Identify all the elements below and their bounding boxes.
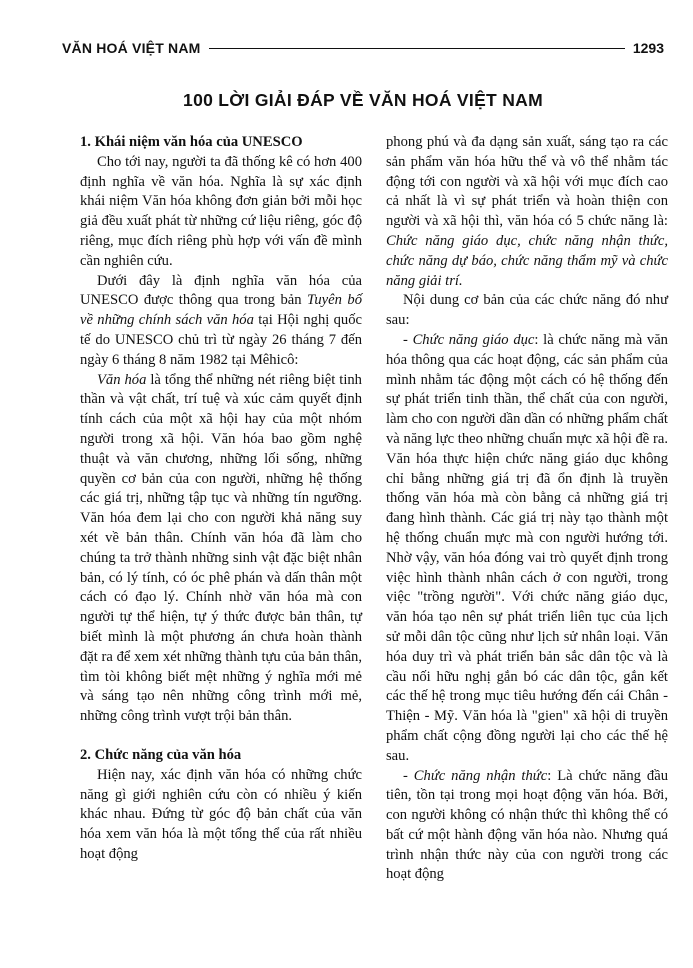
functions-list: Chức năng giáo dục, chức năng nhận thức, chức năng dự báo, chức năng thẩm mỹ và chức năng giải trí. (386, 232, 668, 289)
right-column (386, 133, 668, 885)
header-rule (209, 48, 625, 49)
left-column (80, 133, 362, 865)
culture-definition (80, 371, 362, 727)
education-function-text: : là chức năng mà văn hóa thông qua các hoạt động, các sản phẩm của mình nhằm tác động một cách có hệ thống đến sự phát triển tinh thần, thể chất của con người, làm cho con người dần dần có những phẩm chất và năng lực theo những chuẩn mực xã hội đề ra. Văn hóa thực hiện chức năng giáo dục không chỉ bằng những giá trị đã ổn định là truyền thống văn hóa mà còn bằng cả những giá trị đang hình thành. Các giá trị này tạo thành một hệ thống chuẩn mực mà con người hướng tới. Nhờ vậy, văn hóa đóng vai trò quyết định trong việc hình thành nhân cách ở con người, trong việc "trồng người". Với chức năng giáo dục, văn hóa tạo nên sự phát triển liên tục của lịch sử mỗi dân tộc cũng như lịch sử nhân loại. Văn hóa duy trì và phát triển bản sắc dân tộc và là cầu nối hữu nghị gắn bó các dân tộc, gắn kết các thế hệ trong mục tiêu hướng đến cái Chân - Thiện - Mỹ. Văn hóa là "gien" xã hội di truyền phẩm chất cộng đồng người lại cho các thế hệ sau. (386, 331, 668, 764)
functions-content-intro: Nội dung cơ bản của các chức năng đó như sau: (386, 292, 668, 329)
cognition-function-text: : Là chức năng đầu tiên, tồn tại trong mọi hoạt động văn hóa. Bởi, con người không có nhận thức thì không thể có bất cứ một hành động văn hóa nào. Nhưng quá trình nhận thức này của con người trong các hoạt động (386, 767, 668, 883)
education-function-label: - Chức năng giáo dục (403, 331, 535, 348)
cognition-function-label: - Chức năng nhận thức (403, 767, 548, 784)
running-title: VĂN HOÁ VIỆT NAM (62, 40, 201, 56)
section-2-paragraph-1: Hiện nay, xác định văn hóa có những chức năng gì giới nghiên cứu còn có nhiều ý kiến khác nhau. Đứng từ góc độ bản chất của văn hóa xem văn hóa là một tổng thể của rất nhiều hoạt động (80, 766, 362, 862)
section-1-paragraph-1: Cho tới nay, người ta đã thống kê có hơn 400 định nghĩa về văn hóa. Nghĩa là sự xác định khái niệm Văn hóa không đơn giản bởi mỗi học giả đều xuất phát từ những cứ liệu riêng, góc độ riêng, mục đích riêng phù hợp với vấn đề mình cần nghiên cứu. (80, 153, 362, 269)
section-1-heading: 1. Khái niệm văn hóa của UNESCO (80, 134, 303, 150)
cognition-function (386, 767, 668, 886)
section-2-heading: 2. Chức năng của văn hóa (80, 746, 242, 763)
page-number: 1293 (632, 40, 664, 56)
declaration-title: Tuyên bố về những chính sách văn hóa (80, 292, 362, 329)
paragraph-2-text-b: tại Hội nghị quốc tế do UNESCO chủ trì từ ngày 26 tháng 7 đến ngày 6 tháng 8 năm 1982 tại Mêhicô: (80, 312, 362, 368)
definition-term: Văn hóa (97, 371, 147, 388)
functions-intro: phong phú và đa dạng sản xuất, sáng tạo ra các sản phẩm văn hóa hữu thể và vô thể nhằm tác động tới con người và xã hội với mục đích cao cả nhất là vì sự phát triển và hoàn thiện con người và xã hội thì, văn hóa có 5 chức năng là: (386, 134, 668, 230)
paragraph-2-text-a: Dưới đây là định nghĩa văn hóa của UNESCO được thông qua trong bản (80, 272, 362, 309)
definition-text: là tổng thể những nét riêng biệt tinh thần và vật chất, trí tuệ và xúc cảm quyết định tính cách của một xã hội hay của một nhóm người trong xã hội. Văn hóa bao gồm nghệ thuật và văn chương, những lối sống, những quyền cơ bản của con người, những hệ thống các giá trị, những tập tục và những tín ngưỡng. Văn hóa đem lại cho con người khả năng suy xét về bản thân. Chính văn hóa đã làm cho chúng ta trở thành những sinh vật đặc biệt nhân bản, có lý tính, có óc phê phán và dấn thân một cách có đạo lý. Chính nhờ văn hóa mà con người tự thể hiện, tự ý thức được bản thân, tự biết mình là một phương án chưa hoàn thành đặt ra để xem xét những thành tựu của bản thân, tìm tòi không biết mệt những ý nghĩa mới mẻ và sáng tạo nên những công trình mới mẻ, những công trình vượt trội bản thân. (80, 371, 362, 725)
section-2-paragraph-1-continued (386, 133, 668, 291)
section-1-paragraph-2 (80, 272, 362, 371)
running-header (62, 38, 664, 58)
education-function (386, 331, 668, 767)
page-title: 100 LỜI GIẢI ĐÁP VỀ VĂN HOÁ VIỆT NAM (183, 90, 543, 110)
